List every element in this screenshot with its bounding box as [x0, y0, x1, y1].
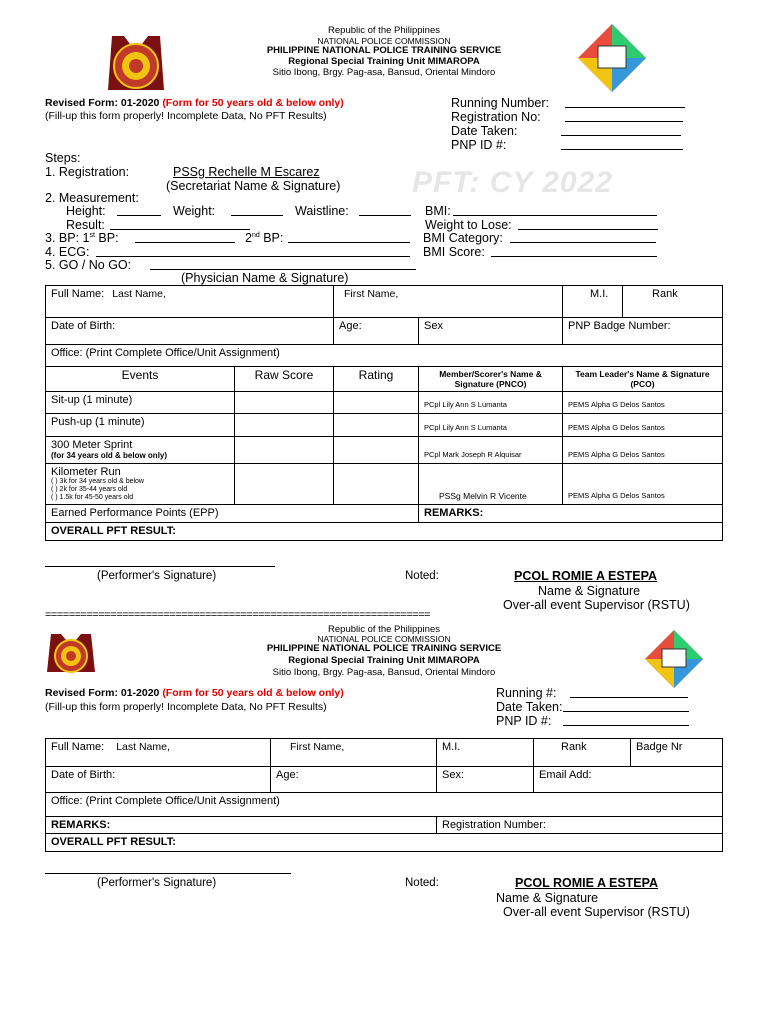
office-label: Office: (Print Complete Office/Unit Assignment)	[51, 347, 280, 359]
performer-caption: (Performer's Signature)	[97, 570, 217, 582]
republic-line-2: Republic of the Philippines	[328, 624, 440, 635]
rating-header: Rating	[334, 367, 419, 392]
step-measurement: 2. Measurement:	[45, 191, 139, 205]
noted-label-2: Noted:	[405, 877, 439, 889]
raw-score-pushup[interactable]	[235, 414, 334, 437]
run-note-3k: ( ) 3k for 34 years old & below	[51, 478, 144, 485]
weight-to-lose-label: Weight to Lose:	[425, 218, 512, 232]
full-name-cell[interactable]	[46, 286, 334, 318]
commission-line-2: NATIONAL POLICE COMMISSION	[317, 634, 451, 644]
registration-no-field[interactable]	[565, 121, 683, 122]
supervisor-caption-2: Name & Signature	[496, 891, 599, 905]
pnp-seal-logo	[104, 30, 168, 96]
mi-label-2: M.I.	[442, 741, 461, 753]
remarks-cell: REMARKS:	[419, 505, 723, 523]
run-note-15k: ( ) 1.5k for 45-50 years old	[51, 494, 134, 501]
ecg-field[interactable]	[96, 256, 410, 257]
mi-label: M.I.	[590, 288, 609, 300]
rstu-logo	[576, 22, 648, 94]
fillup-note-2: (Fill-up this form properly! Incomplete Data, No PFT Results)	[45, 701, 327, 713]
dob-cell-2[interactable]	[46, 767, 271, 793]
rank-label-2: Rank	[561, 741, 587, 753]
step-registration: 1. Registration:	[45, 165, 130, 179]
supervisor-name-2: PCOL ROMIE A ESTEPA	[515, 876, 659, 890]
address-line: Sitio Ibong, Brgy. Pag-asa, Bansud, Oriental Mindoro	[272, 67, 496, 78]
leader-run: PEMS Alpha G Delos Santos	[563, 464, 723, 505]
badge-nr-label-2: Badge Nr	[636, 741, 683, 753]
age-label-2: Age:	[276, 769, 299, 781]
step-ecg: 4. ECG:	[45, 245, 90, 259]
rank-cell[interactable]	[623, 286, 723, 318]
rating-sprint[interactable]	[334, 437, 419, 464]
office-label-2: Office: (Print Complete Office/Unit Assignment)	[51, 795, 280, 807]
first-name-label: First Name,	[344, 288, 399, 300]
service-line-2: PHILIPPINE NATIONAL POLICE TRAINING SERVICE	[266, 643, 502, 654]
last-name-label-2: Last Name,	[116, 741, 170, 753]
badge-label: PNP Badge Number:	[568, 320, 671, 332]
bp-second-suffix: nd	[251, 231, 260, 239]
rating-run[interactable]	[334, 464, 419, 505]
second-bp-field[interactable]	[288, 242, 410, 243]
office-cell-2[interactable]	[46, 793, 723, 817]
bp-first-suffix: st	[89, 231, 95, 239]
revised-form: Revised Form: 01-2020	[45, 97, 160, 109]
registration-no-label: Registration No:	[451, 110, 541, 124]
waistline-label: Waistline:	[295, 204, 349, 218]
form-age-note-2: (Form for 50 years old & below only)	[162, 687, 344, 699]
rank-label: Rank	[652, 288, 678, 300]
scorer-run: PSSg Melvin R Vicente	[419, 464, 563, 505]
sex-cell-2[interactable]	[437, 767, 534, 793]
physician-caption: (Physician Name & Signature)	[181, 271, 349, 285]
service-line: PHILIPPINE NATIONAL POLICE TRAINING SERVICE	[266, 45, 502, 56]
result-label: Result:	[66, 218, 105, 232]
date-taken-label: Date Taken:	[451, 124, 518, 138]
bp-second-label: BP:	[259, 231, 284, 245]
running-number-field[interactable]	[565, 107, 685, 108]
revised-form-line-2	[45, 687, 344, 699]
remarks-cell-2[interactable]	[46, 817, 437, 834]
full-name-label: Full Name:	[51, 288, 105, 300]
raw-score-situp[interactable]	[235, 392, 334, 414]
bp-first-prefix: 3. BP: 1	[45, 231, 90, 245]
address-line-2: Sitio Ibong, Brgy. Pag-asa, Bansud, Oriental Mindoro	[272, 667, 496, 678]
bmi-score-label: BMI Score:	[423, 245, 485, 259]
bmi-category-field[interactable]	[510, 242, 656, 243]
remarks-label-2: REMARKS:	[51, 819, 111, 831]
email-label-2: Email Add:	[539, 769, 592, 781]
pnp-id-field-2[interactable]	[563, 725, 689, 726]
date-taken-field-2[interactable]	[563, 711, 689, 712]
bmi-label: BMI:	[425, 204, 451, 218]
registrar-caption: (Secretariat Name & Signature)	[166, 179, 341, 193]
bp-first-label: BP:	[94, 231, 119, 245]
scorer-header: Member/Scorer's Name & Signature (PNCO)	[419, 367, 563, 392]
go-nogo-field[interactable]	[150, 269, 416, 270]
pnp-id-label: PNP ID #:	[451, 138, 507, 152]
leader-sprint: PEMS Alpha G Delos Santos	[563, 437, 723, 464]
pnp-id-field[interactable]	[561, 149, 683, 150]
form-separator: =================================================================	[45, 609, 431, 621]
second-bp	[245, 231, 283, 245]
performer-signature-line-2[interactable]	[45, 873, 291, 874]
dob-cell[interactable]	[46, 318, 334, 345]
form2-table	[45, 738, 723, 852]
revised-form-2: Revised Form: 01-2020	[45, 687, 160, 699]
running-number-label: Running Number:	[451, 96, 549, 110]
age-cell[interactable]	[334, 318, 419, 345]
pft-watermark: PFT: CY 2022	[412, 166, 613, 199]
bmi-category-label: BMI Category:	[423, 231, 503, 245]
last-name-label: Last Name,	[112, 288, 166, 300]
fillup-note: (Fill-up this form properly! Incomplete Data, No PFT Results)	[45, 110, 327, 122]
steps-label: Steps:	[45, 151, 81, 165]
registration-label-2: Registration Number:	[442, 819, 546, 831]
run-note-2k: ( ) 2k for 35-44 years old	[51, 486, 128, 493]
bp-second-prefix: 2	[245, 231, 252, 245]
noted-label: Noted:	[405, 570, 439, 582]
running-field-2[interactable]	[570, 697, 688, 698]
sprint-note: (for 34 years old & below only)	[51, 451, 168, 460]
first-bp-field[interactable]	[135, 242, 235, 243]
height-field[interactable]	[117, 215, 161, 216]
step-go-nogo: 5. GO / No GO:	[45, 258, 132, 272]
revised-form-line	[45, 97, 344, 109]
leader-header: Team Leader's Name & Signature (PCO)	[563, 367, 723, 392]
registrar-name: PSSg Rechelle M Escarez	[173, 165, 320, 179]
performer-caption-2: (Performer's Signature)	[97, 877, 217, 889]
full-name-cell-2[interactable]	[46, 739, 271, 767]
rating-situp[interactable]	[334, 392, 419, 414]
pnp-id-label-2: PNP ID #:	[496, 714, 552, 728]
pnp-seal-logo-2	[45, 630, 97, 676]
unit-line-2: Regional Special Training Unit MIMAROPA	[288, 655, 480, 666]
epp-cell: Earned Performance Points (EPP)	[46, 505, 419, 523]
running-label-2: Running #:	[496, 686, 557, 700]
leader-situp: PEMS Alpha G Delos Santos	[563, 392, 723, 414]
scorer-pushup: PCpl Lily Ann S Lumanta	[419, 414, 563, 437]
supervisor-caption: Name & Signature	[538, 584, 641, 598]
badge-nr-cell-2[interactable]	[631, 739, 723, 767]
republic-line: Republic of the Philippines	[328, 25, 440, 36]
first-name-label-2: First Name,	[290, 741, 345, 753]
pft-table	[45, 285, 723, 541]
events-header: Events	[46, 367, 235, 392]
rstu-logo-2	[643, 628, 705, 690]
event-pushup: Push-up (1 minute)	[46, 414, 235, 437]
scorer-sprint: PCpl Mark Joseph R Alquisar	[419, 437, 563, 464]
bmi-field[interactable]	[453, 215, 657, 216]
commission-line: NATIONAL POLICE COMMISSION	[317, 36, 451, 46]
waistline-field[interactable]	[359, 215, 411, 216]
performer-signature-line[interactable]	[45, 566, 275, 567]
raw-score-sprint[interactable]	[235, 437, 334, 464]
bmi-score-field[interactable]	[491, 256, 657, 257]
run-label: Kilometer Run	[51, 466, 121, 478]
rating-pushup[interactable]	[334, 414, 419, 437]
first-name-cell-2[interactable]	[271, 739, 437, 767]
step-bp	[45, 231, 119, 245]
leader-pushup: PEMS Alpha G Delos Santos	[563, 414, 723, 437]
age-label: Age:	[339, 320, 362, 332]
height-label: Height:	[66, 204, 106, 218]
raw-score-run[interactable]	[235, 464, 334, 505]
scorer-situp: PCpl Lily Ann S Lumanta	[419, 392, 563, 414]
supervisor-role-2: Over-all event Supervisor (RSTU)	[503, 905, 690, 919]
raw-score-header: Raw Score	[235, 367, 334, 392]
sex-label-2: Sex:	[442, 769, 465, 781]
office-cell[interactable]	[46, 345, 723, 367]
registration-cell-2[interactable]	[437, 817, 723, 834]
overall-cell: OVERALL PFT RESULT:	[46, 523, 723, 541]
event-situp: Sit-up (1 minute)	[46, 392, 235, 414]
dob-label: Date of Birth:	[51, 320, 116, 332]
weight-field[interactable]	[231, 215, 283, 216]
age-cell-2[interactable]	[271, 767, 437, 793]
mi-cell-2[interactable]	[437, 739, 534, 767]
weight-label: Weight:	[173, 204, 216, 218]
date-taken-field[interactable]	[561, 135, 681, 136]
sex-cell[interactable]	[419, 318, 563, 345]
unit-line: Regional Special Training Unit MIMAROPA	[288, 56, 480, 67]
rank-cell-2[interactable]	[534, 739, 631, 767]
badge-cell[interactable]	[563, 318, 723, 345]
weight-to-lose-field[interactable]	[518, 229, 658, 230]
form-age-note: (Form for 50 years old & below only)	[162, 97, 344, 109]
dob-label-2: Date of Birth:	[51, 769, 116, 781]
sprint-label: 300 Meter Sprint	[51, 439, 133, 451]
event-run	[46, 464, 235, 505]
supervisor-role: Over-all event Supervisor (RSTU)	[503, 598, 690, 612]
overall-cell-2: OVERALL PFT RESULT:	[46, 834, 723, 852]
sex-label: Sex	[424, 320, 443, 332]
full-name-label-2: Full Name:	[51, 741, 105, 753]
date-taken-label-2: Date Taken:	[496, 700, 563, 714]
supervisor-name: PCOL ROMIE A ESTEPA	[514, 569, 658, 583]
event-sprint	[46, 437, 235, 464]
email-cell-2[interactable]	[534, 767, 723, 793]
result-field[interactable]	[110, 229, 250, 230]
mi-cell[interactable]	[563, 286, 623, 318]
first-name-cell[interactable]	[334, 286, 563, 318]
